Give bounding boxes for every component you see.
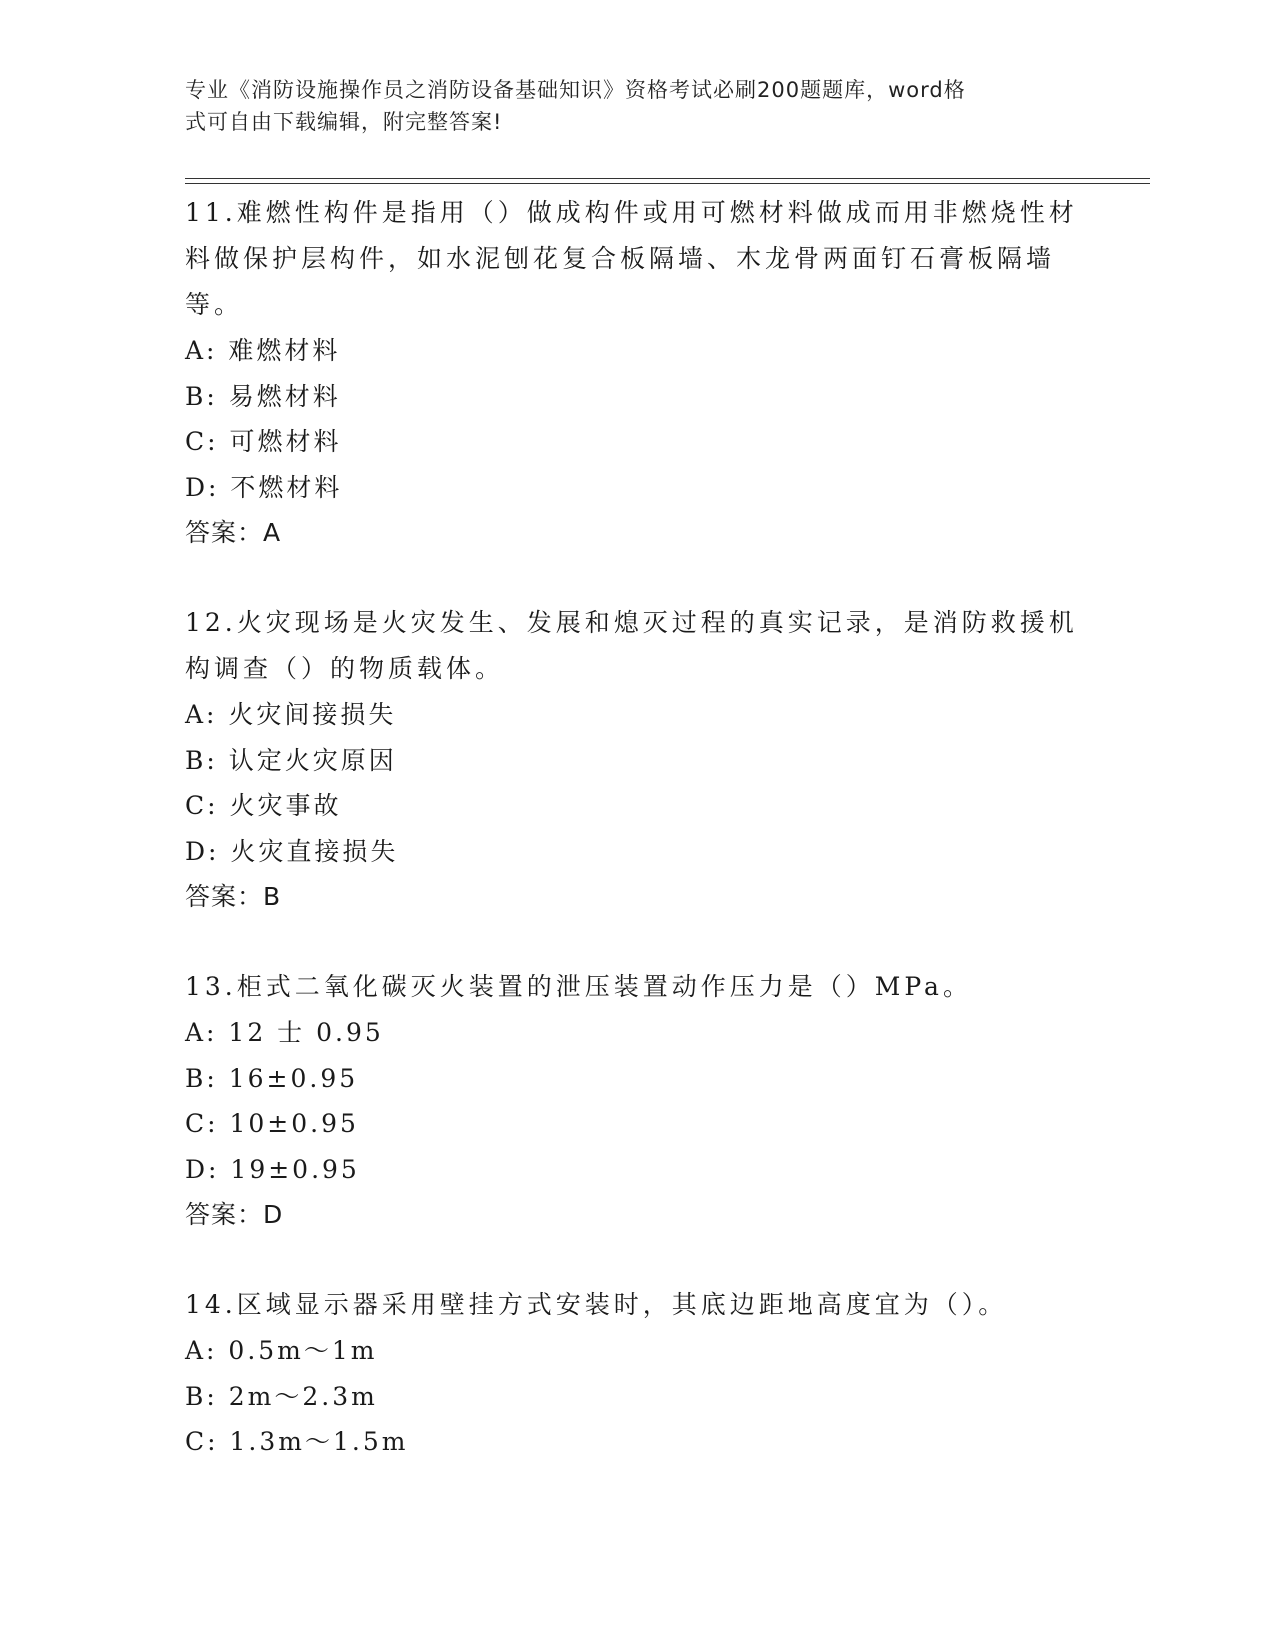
option-c: C: 1.3m～1.5m <box>185 1427 409 1456</box>
option-b: B: 易燃材料 <box>185 381 341 411</box>
question-stem-line: 14.区域显示器采用壁挂方式安装时，其底边距地高度宜为（）。 <box>185 1290 1008 1319</box>
option-c: C: 火灾事故 <box>185 791 342 820</box>
header-line-2: 式可自由下载编辑，附完整答案! <box>185 110 503 134</box>
answer: 答案：B <box>185 882 282 911</box>
question-stem-line: 等。 <box>185 290 244 319</box>
option-a: A: 0.5m～1m <box>185 1336 378 1365</box>
header-line-1: 专业《消防设施操作员之消防设备基础知识》资格考试必刷200题题库，word格 <box>185 78 966 102</box>
spacer <box>185 920 1085 964</box>
question-stem-line: 13.柜式二氧化碳灭火装置的泄压装置动作压力是（）MPa。 <box>185 972 972 1001</box>
question-stem-line: 12.火灾现场是火灾发生、发展和熄灭过程的真实记录，是消防救援机 <box>185 608 1078 637</box>
question-13 <box>185 964 1085 1238</box>
question-11 <box>185 190 1085 556</box>
header-rule-bottom <box>185 183 1150 184</box>
question-stem-line: 料做保护层构件，如水泥刨花复合板隔墙、木龙骨两面钉石膏板隔墙 <box>185 244 1056 273</box>
document-header <box>185 74 1085 138</box>
option-a: A: 火灾间接损失 <box>185 700 397 729</box>
option-d: D: 火灾直接损失 <box>185 836 399 866</box>
question-stem-line: 构调查（）的物质载体。 <box>185 654 505 683</box>
question-list <box>185 190 1085 1465</box>
question-stem-line: 11.难燃性构件是指用（）做成构件或用可燃材料做成而用非燃烧性材 <box>185 198 1078 227</box>
spacer <box>185 556 1085 600</box>
option-b: B: 2m～2.3m <box>185 1381 378 1411</box>
option-c: C: 可燃材料 <box>185 427 342 456</box>
option-c: C: 10±0.95 <box>185 1109 359 1138</box>
option-b: B: 认定火灾原因 <box>185 745 397 775</box>
answer: 答案：A <box>185 518 282 547</box>
option-b: B: 16±0.95 <box>185 1063 359 1093</box>
option-a: A: 难燃材料 <box>185 336 341 365</box>
answer: 答案：D <box>185 1200 284 1229</box>
header-rule-top <box>185 178 1150 179</box>
option-d: D: 19±0.95 <box>185 1154 360 1184</box>
option-d: D: 不燃材料 <box>185 472 343 502</box>
question-14 <box>185 1282 1085 1465</box>
question-12 <box>185 600 1085 920</box>
option-a: A: 12 士 0.95 <box>185 1018 384 1047</box>
spacer <box>185 1238 1085 1282</box>
